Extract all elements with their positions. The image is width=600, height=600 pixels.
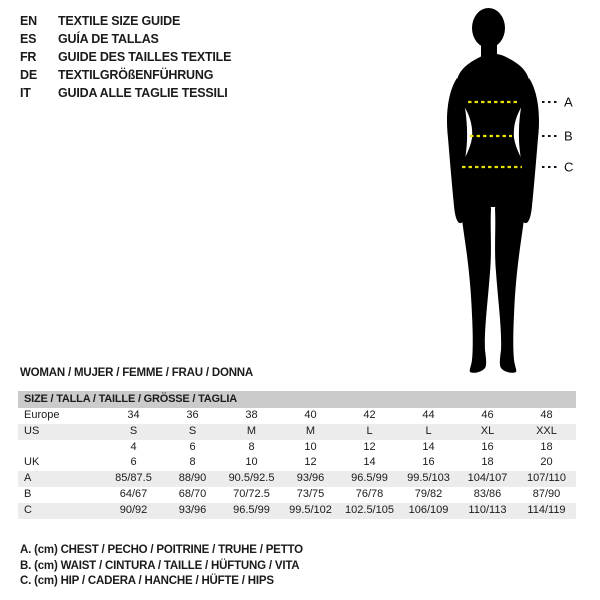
size-cell: L (425, 424, 432, 437)
legend-line: A. (cm) CHEST / PECHO / POITRINE / TRUHE / PETTO (20, 544, 303, 556)
size-cell: M (246, 424, 257, 437)
language-row (20, 66, 231, 84)
marker-a-label: A (564, 94, 573, 110)
row-label: B (24, 487, 32, 500)
size-cell: 40 (304, 409, 317, 421)
size-cell: 104/107 (467, 472, 508, 485)
size-cell: L (366, 424, 373, 437)
size-cell: 8 (189, 456, 196, 469)
language-title: GUIDA ALLE TAGLIE TESSILI (58, 86, 228, 100)
row-label: US (24, 424, 40, 437)
size-cell: XXL (536, 424, 557, 437)
size-cell: 68/70 (178, 487, 207, 500)
section-title: WOMAN / MUJER / FEMME / FRAU / DONNA (20, 367, 254, 379)
size-cell: XL (480, 424, 495, 437)
size-cell: 10 (304, 440, 317, 453)
size-table-body (18, 408, 576, 519)
row-label: UK (24, 456, 40, 469)
size-table (18, 391, 576, 519)
size-cell: 79/82 (414, 487, 443, 500)
language-title: TEXTILGRÖßENFÜHRUNG (58, 68, 214, 82)
size-cell: 114/119 (527, 503, 566, 516)
size-cell: 90.5/92.5 (228, 472, 275, 485)
size-cell: 34 (127, 409, 140, 421)
size-cell: 83/86 (473, 487, 502, 500)
row-label: C (24, 503, 32, 516)
size-cell: 99.5/102 (289, 503, 332, 516)
table-row (18, 455, 576, 471)
woman-silhouette-illustration (398, 0, 598, 380)
table-row (18, 408, 576, 424)
size-cell: 85/87.5 (115, 472, 152, 485)
size-cell: 10 (245, 456, 258, 469)
size-cell: 107/110 (527, 472, 566, 485)
language-row (20, 48, 231, 66)
size-cell: 64/67 (119, 487, 148, 500)
size-cell: 14 (363, 456, 376, 469)
measurement-legend (20, 543, 303, 590)
language-title: GUÍA DE TALLAS (58, 32, 159, 46)
size-cell: 73/75 (296, 487, 325, 500)
size-cell: 102.5/105 (345, 503, 394, 516)
size-cell: 96.5/99 (351, 472, 388, 485)
table-row (18, 424, 576, 440)
size-cell: 38 (245, 409, 258, 421)
size-cell: 88/90 (178, 472, 207, 485)
size-cell: S (188, 424, 197, 437)
size-cell: 18 (481, 456, 494, 469)
size-cell: 110/113 (468, 503, 507, 516)
size-cell: 93/96 (296, 472, 325, 485)
left-leg-shape (459, 170, 491, 373)
row-label: Europe (24, 409, 60, 421)
size-cell: 12 (363, 440, 376, 453)
size-cell: M (305, 424, 316, 437)
size-table-header: SIZE / TALLA / TAILLE / GRÖSSE / TAGLIA (18, 391, 576, 408)
marker-c-label: C (564, 159, 574, 175)
size-cell: 4 (130, 440, 137, 453)
legend-line: B. (cm) WAIST / CINTURA / TAILLE / HÜFTUNG / VITA (20, 559, 300, 572)
size-cell: 20 (540, 456, 553, 469)
size-cell: 18 (540, 440, 553, 453)
size-cell: 96.5/99 (233, 503, 270, 516)
size-cell: 70/72.5 (233, 487, 270, 500)
table-row (18, 471, 576, 487)
language-code: EN (20, 14, 37, 28)
size-cell: 90/92 (119, 503, 148, 516)
table-row (18, 503, 576, 519)
size-cell: 8 (248, 440, 255, 453)
size-cell: 42 (363, 409, 376, 421)
size-cell: 76/78 (355, 487, 384, 500)
language-title: TEXTILE SIZE GUIDE (58, 14, 181, 28)
size-cell: 46 (481, 409, 494, 421)
right-leg-shape (495, 170, 527, 373)
size-cell: 93/96 (178, 503, 207, 516)
language-code: IT (20, 86, 31, 100)
language-row (20, 30, 231, 48)
language-title: GUIDE DES TAILLES TEXTILE (58, 50, 232, 64)
language-row (20, 84, 231, 102)
size-cell: 12 (304, 456, 317, 469)
size-cell: 48 (540, 409, 553, 421)
size-cell: 36 (186, 409, 199, 421)
row-label (18, 440, 104, 456)
table-row (18, 440, 576, 456)
size-cell: 6 (189, 440, 196, 453)
language-row (20, 12, 231, 30)
size-cell: 87/90 (532, 487, 561, 500)
language-code: ES (20, 32, 37, 46)
marker-b-label: B (564, 128, 573, 144)
language-list (20, 12, 231, 102)
language-code: FR (20, 50, 37, 64)
size-cell: 99.5/103 (407, 472, 450, 485)
size-cell: 6 (130, 456, 137, 469)
legend-line: C. (cm) HIP / CADERA / HANCHE / HÜFTE / HIPS (20, 575, 274, 588)
size-cell: 16 (481, 440, 494, 453)
size-cell: S (129, 424, 138, 437)
size-cell: 106/109 (408, 503, 449, 516)
table-row (18, 487, 576, 503)
size-cell: 44 (422, 409, 435, 421)
size-cell: 14 (422, 440, 435, 453)
language-code: DE (20, 68, 37, 82)
size-cell: 16 (422, 456, 435, 469)
row-label: A (24, 472, 32, 485)
figure-panel (398, 0, 598, 380)
